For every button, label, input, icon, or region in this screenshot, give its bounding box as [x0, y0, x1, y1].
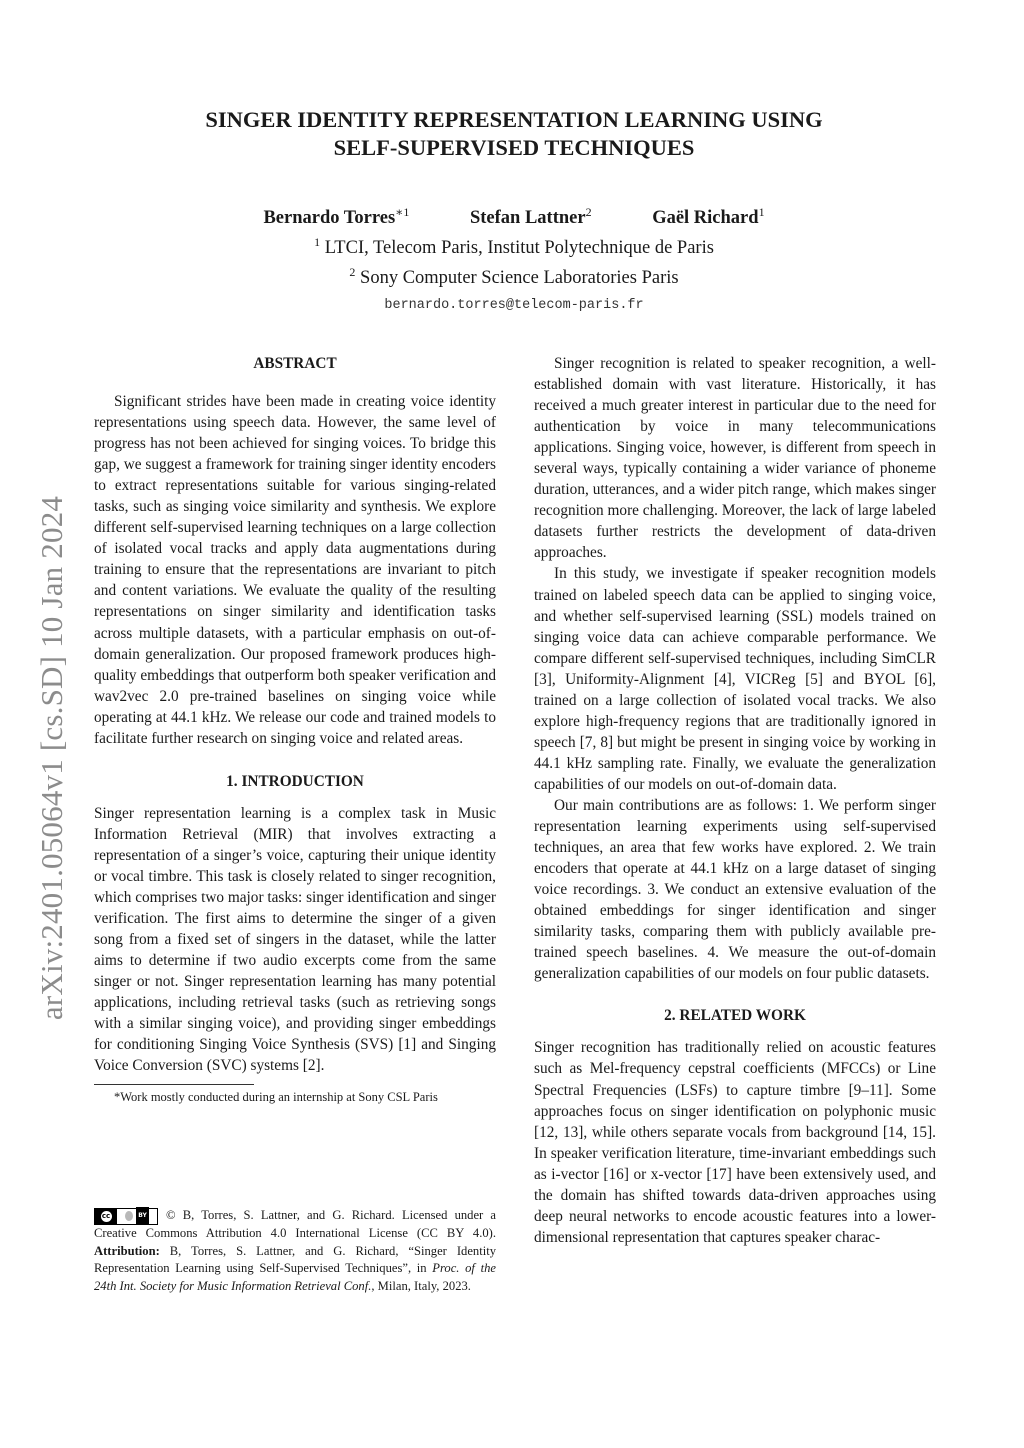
cc-by-badge[interactable]: [94, 1208, 158, 1225]
attribution-person-icon: [125, 1211, 133, 1221]
license-notice: [94, 1207, 496, 1296]
footnote-divider: [94, 1084, 254, 1085]
left-column: [94, 353, 496, 1106]
author-email[interactable]: bernardo.torres@telecom-paris.fr: [384, 298, 644, 314]
author-list: [100, 200, 928, 230]
abstract-heading: ABSTRACT: [253, 355, 337, 372]
footnote: *Work mostly conducted during an internship at Sony CSL Paris: [114, 1090, 438, 1105]
author-block: [100, 200, 928, 318]
cc-icon: cc: [101, 1211, 111, 1220]
introduction-heading: 1. INTRODUCTION: [226, 772, 364, 790]
related-work-paragraph: Singer recognition has traditionally relied on acoustic features such as Mel-frequency cepstral coefficients (MFCCs) or Line Spectral Frequencies (LSFs) to capture timbre [9–11]. Some approaches focus on singer identification on polyphonic music [12, 13], while others separate vocals from background [14, 15]. In speaker verification literature, time-invariant embeddings such as i-vector [16] or x-vector [17] have been extensively used, and the domain has shifted towards data-driven approaches using deep neural networks to encode acoustic features into a lower-dimensional representation that captures speaker charac-: [534, 1039, 936, 1246]
author: Bernardo Torres$^{∗1}$: [263, 205, 410, 229]
abstract-text: Significant strides have been made in creating voice identity representations using speech data. However, the same level of progress has not been achieved for singing voices. To bridge this gap, we suggest a framework for training singer identity encoders to extract representations suitable for various singing-related tasks, such as singing voice similarity and synthesis. We explore different self-supervised learning techniques on a large collection of isolated vocal tracks and apply data augmentations during training to ensure that the representations are invariant to pitch and content variations. We evaluate the quality of the resulting representations on singer similarity and identification tasks across multiple datasets, with a particular emphasis on out-of-domain generalization. Our proposed framework produces high-quality embeddings that outperform both speaker verification and wav2vec 2.0 pre-trained baselines on singing voice while operating at 44.1 kHz. We release our code and trained models to facilitate further research on singing voice and related areas.: [94, 393, 496, 747]
title-line-2: SELF-SUPERVISED TECHNIQUES: [333, 135, 695, 160]
arxiv-identifier: arXiv:2401.05064v1 [cs.SD] 10 Jan 2024: [34, 495, 69, 1021]
attribution-location: , Milan, Italy, 2023.: [371, 1279, 471, 1294]
intro-paragraph-4: Our main contributions are as follows: 1. We perform singer representation learning experiments using self-supervised techniques, an area that few works have explored. 2. We train encoders that operate at 44.1 kHz on a large dataset of singing voice recordings. 3. We conduct an extensive evaluation of the obtained embeddings for singer identification and singer similarity tasks, comparing them with publicly available pre-trained speech baselines. 4. We measure the out-of-domain generalization capabilities of our models on four public datasets.: [534, 796, 936, 983]
by-label: BY: [136, 1207, 149, 1225]
right-column: [534, 353, 936, 1248]
intro-paragraph-3: In this study, we investigate if speaker recognition models trained on labeled speech data can be applied to singing voice, and whether self-supervised learning (SSL) models trained on singing voice data can achieve comparable performance. We compare different self-supervised techniques, including SimCLR [3], Uniformity-Alignment [4], VICReg [5] and BYOL [6], trained on a large collection of isolated vocal tracks. We also explore high-frequency regions that are traditionally ignored in speech [7, 8] but might be present in singing voice by working in 44.1 kHz sampling rate. Finally, we evaluate the generalization capabilities of our models on out-of-domain data.: [534, 565, 936, 793]
attribution-label: Attribution:: [94, 1243, 160, 1258]
attribution-venue: Proc. of the 24th Int. Society for Music Information Retrieval Conf.: [94, 1261, 496, 1294]
license-copyright: © B, Torres, S. Lattner, and G. Richard. Licensed under a Creative Commons Attribution 4.0 International License (CC BY 4.0).: [94, 1208, 496, 1240]
author: Stefan Lattner$^2$: [469, 205, 592, 229]
introduction-paragraph: Singer representation learning is a complex task in Music Information Retrieval (MIR) that involves extracting a representation of a singer’s voice, capturing their unique identity or vocal timbre. This task is closely related to singer recognition, which comprises two major tasks: singer identification and singer verification. The first aims to determine the singer of a given song from a fixed set of singers in the dataset, while the latter aims to determine if two audio excerpts come from the same singer or not. Singer representation learning has many potential applications, including retrieval tasks (such as retrieving songs with a similar singing voice), and providing singer embeddings for conditioning Singing Voice Synthesis (SVS) [1] and Singing Voice Conversion (SVC) systems [2].: [94, 804, 496, 1075]
attribution-text: B, Torres, S. Lattner, and G. Richard, “Singer Identity Representation Learning using Self-Supervised Techniques”, in: [94, 1243, 496, 1276]
title-line-1: SINGER IDENTITY REPRESENTATION LEARNING USING: [205, 107, 823, 132]
paper-title: [100, 106, 928, 162]
author: Gaël Richard$^1$: [652, 205, 765, 229]
affiliation: $^1$ LTCI, Telecom Paris, Institut Polytechnique de Paris: [314, 235, 714, 259]
related-work-heading: 2. RELATED WORK: [664, 1007, 806, 1025]
intro-paragraph-2: Singer recognition is related to speaker recognition, a well-established domain with vast literature. Historically, it has received a much greater interest in particular due to the need for authentication by voice in many telecommunications applications. Singing voice, however, is different from speech in several ways, typically containing a wider variance of phoneme duration, utterances, and a wider pitch range, which makes singer recognition more challenging. Moreover, the lack of large labeled datasets further restricts the development of data-driven approaches.: [534, 355, 936, 562]
affiliation: $^2$ Sony Computer Science Laboratories Paris: [349, 265, 679, 289]
